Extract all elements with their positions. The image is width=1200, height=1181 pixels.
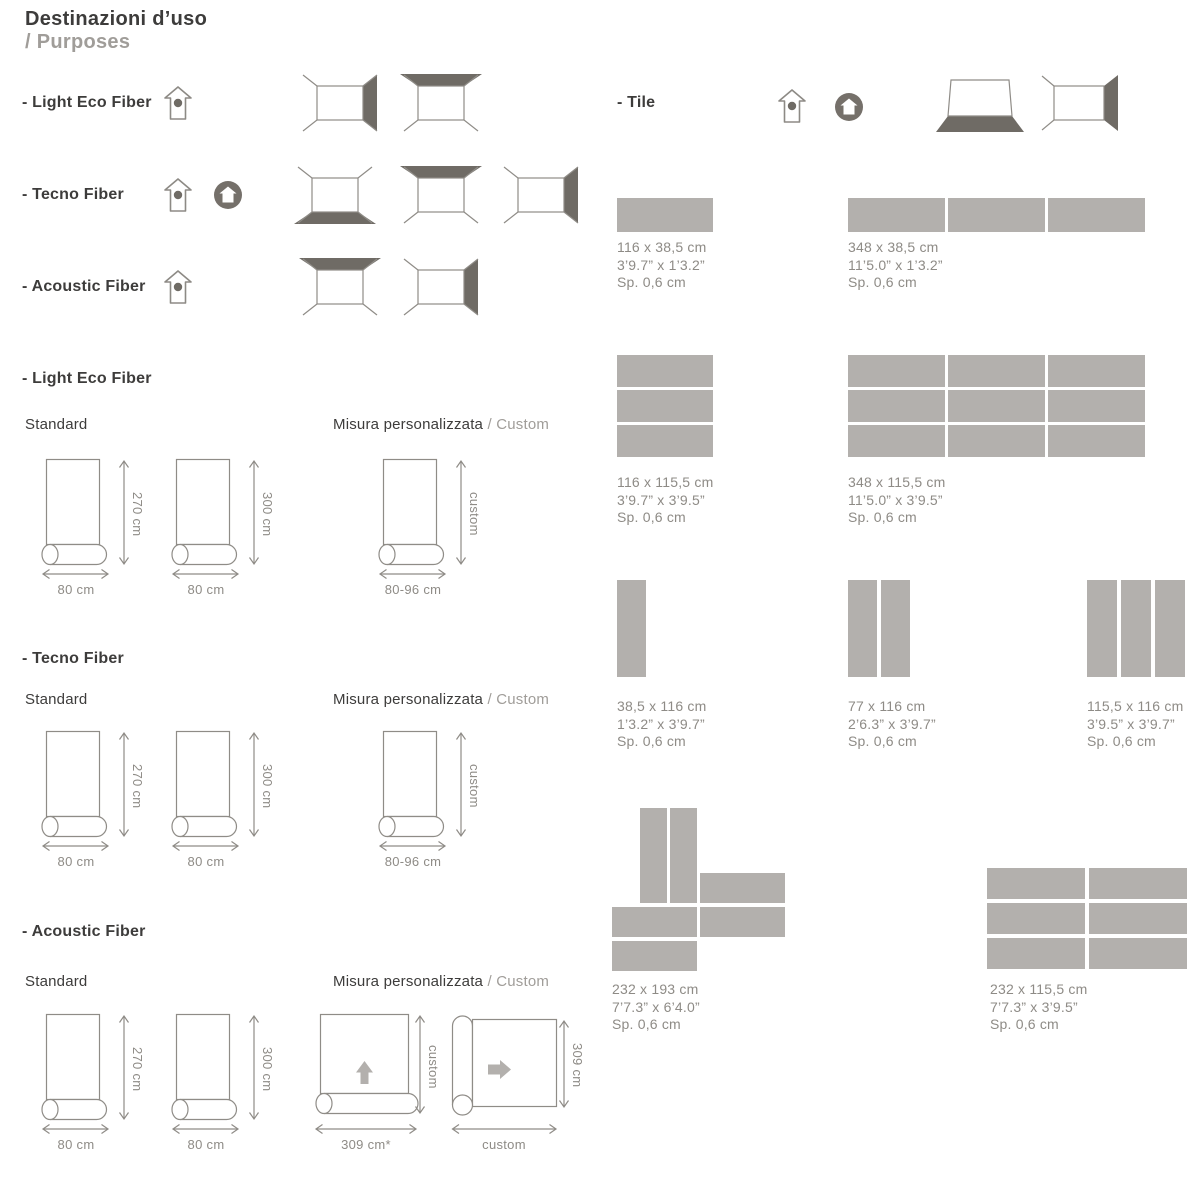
size-cm: 77 x 116 cm — [848, 698, 926, 714]
width-dimension-label: 80-96 cm — [384, 582, 442, 597]
tile-arrangement — [612, 808, 785, 971]
section-heading-acoustic: - Acoustic Fiber — [22, 923, 146, 940]
size-cm: 348 x 38,5 cm — [848, 239, 939, 255]
page-subtitle: / Purposes — [25, 31, 131, 53]
tile — [848, 355, 945, 387]
tile — [1048, 390, 1145, 422]
tile-arrangement — [848, 355, 1145, 457]
tile — [700, 907, 785, 937]
house-icon — [163, 269, 193, 305]
width-dimension-label: 80-96 cm — [384, 854, 442, 869]
roll-diagram-custom-wide — [312, 1013, 472, 1155]
width-dimension-label: 80 cm — [187, 854, 225, 869]
width-dimension-label: 80 cm — [57, 582, 95, 597]
height-dimension-label: custom — [426, 1045, 441, 1089]
house-icon — [163, 177, 193, 213]
roll-diagram — [168, 1013, 328, 1155]
house-icon — [777, 88, 807, 124]
custom-label-it: Misura personalizzata — [333, 691, 484, 708]
height-dimension-label: 309 cm — [570, 1042, 585, 1088]
tile — [1089, 868, 1187, 899]
tile-spec — [990, 981, 1088, 1034]
tile — [617, 198, 713, 232]
size-imperial: 3’9.7” x 3’9.5” — [617, 491, 705, 508]
size-cm: 232 x 193 cm — [612, 981, 699, 997]
tile — [617, 425, 713, 457]
thickness: Sp. 0,6 cm — [848, 274, 917, 290]
room-ceiling-icon — [297, 256, 383, 318]
tile — [1121, 580, 1151, 677]
size-imperial: 7’7.3” x 6’4.0” — [612, 998, 700, 1015]
height-dimension-label: 270 cm — [130, 491, 145, 537]
roll-drawing — [375, 458, 470, 580]
floor-front-icon — [920, 78, 1026, 134]
thickness: Sp. 0,6 cm — [612, 1016, 681, 1032]
tile-spec — [848, 698, 936, 751]
tile — [848, 198, 945, 232]
tile-spec — [617, 698, 707, 751]
tile — [640, 808, 667, 903]
roll-drawing — [312, 1013, 442, 1135]
tile — [987, 938, 1085, 969]
width-dimension-label: custom — [482, 1137, 526, 1152]
tile — [1089, 903, 1187, 934]
size-imperial: 11’5.0” x 3’9.5” — [848, 491, 943, 508]
roll-drawing — [168, 1013, 263, 1135]
tile-arrangement — [1087, 580, 1185, 677]
tile — [1089, 938, 1187, 969]
tile — [948, 390, 1045, 422]
custom-label — [333, 691, 549, 708]
roll-diagram-custom-rotated — [450, 1013, 610, 1155]
thickness: Sp. 0,6 cm — [990, 1016, 1059, 1032]
tile-wall-icon — [1040, 72, 1132, 134]
standard-label: Standard — [25, 973, 88, 990]
roll-diagram-custom — [375, 458, 535, 600]
tile-arrangement — [617, 198, 713, 232]
page-title: Destinazioni d’uso — [25, 8, 208, 30]
tile-spec — [617, 474, 713, 527]
roll-diagram-custom — [375, 730, 535, 872]
tile — [987, 903, 1085, 934]
tile — [848, 580, 877, 677]
tile — [1155, 580, 1185, 677]
room-wall-icon — [398, 256, 484, 318]
thickness: Sp. 0,6 cm — [617, 509, 686, 525]
height-dimension-label: 270 cm — [130, 763, 145, 809]
size-imperial: 7’7.3” x 3’9.5” — [990, 998, 1078, 1015]
thickness: Sp. 0,6 cm — [617, 274, 686, 290]
circle-house-icon — [834, 92, 864, 122]
custom-label-en: / Custom — [487, 973, 550, 990]
tile — [987, 868, 1085, 899]
tile-arrangement — [848, 198, 1145, 232]
size-imperial: 3’9.5” x 3’9.7” — [1087, 715, 1175, 732]
tile — [848, 390, 945, 422]
tile-spec — [848, 474, 946, 527]
tile — [881, 580, 910, 677]
width-dimension-label: 80 cm — [57, 1137, 95, 1152]
tile — [948, 425, 1045, 457]
thickness: Sp. 0,6 cm — [848, 733, 917, 749]
size-cm: 38,5 x 116 cm — [617, 698, 707, 714]
tile — [700, 873, 785, 903]
size-imperial: 1’3.2” x 3’9.7” — [617, 715, 705, 732]
height-dimension-label: 300 cm — [260, 763, 275, 809]
roll-diagram — [168, 458, 328, 600]
size-imperial: 2’6.3” x 3’9.7” — [848, 715, 936, 732]
standard-label: Standard — [25, 691, 88, 708]
room-wall-icon — [498, 164, 584, 226]
height-dimension-label: 300 cm — [260, 1046, 275, 1092]
custom-label-en: / Custom — [487, 691, 550, 708]
tile — [1048, 425, 1145, 457]
purpose-label-tile: - Tile — [617, 94, 656, 111]
roll-drawing — [38, 730, 133, 852]
circle-house-icon — [213, 180, 243, 210]
roll-drawing — [168, 730, 263, 852]
roll-drawing — [450, 1013, 580, 1135]
roll-drawing — [38, 1013, 133, 1135]
tile — [1048, 198, 1145, 232]
house-icon — [163, 85, 193, 121]
tile — [948, 355, 1045, 387]
width-dimension-label: 309 cm* — [341, 1137, 391, 1152]
section-heading-tecno: - Tecno Fiber — [22, 650, 124, 667]
tile-spec — [617, 239, 707, 292]
roll-drawing — [38, 458, 133, 580]
tile — [848, 425, 945, 457]
tile-spec — [1087, 698, 1183, 751]
height-dimension-label: 300 cm — [260, 491, 275, 537]
tile — [1048, 355, 1145, 387]
purpose-label-light-eco: - Light Eco Fiber — [22, 94, 152, 111]
width-dimension-label: 80 cm — [57, 854, 95, 869]
thickness: Sp. 0,6 cm — [848, 509, 917, 525]
roll-diagram — [168, 730, 328, 872]
tile-arrangement — [617, 355, 713, 457]
purpose-label-acoustic: - Acoustic Fiber — [22, 278, 146, 295]
custom-label — [333, 973, 549, 990]
width-dimension-label: 80 cm — [187, 1137, 225, 1152]
room-floor-icon — [292, 164, 378, 226]
tile-spec — [612, 981, 700, 1034]
thickness: Sp. 0,6 cm — [1087, 733, 1156, 749]
room-wall-icon — [297, 72, 383, 134]
size-cm: 116 x 115,5 cm — [617, 474, 714, 490]
room-ceiling-icon — [398, 164, 484, 226]
custom-label-it: Misura personalizzata — [333, 416, 484, 433]
custom-label-en: / Custom — [487, 416, 550, 433]
room-ceiling-icon — [398, 72, 484, 134]
purpose-label-tecno: - Tecno Fiber — [22, 186, 124, 203]
size-imperial: 3’9.7” x 1’3.2” — [617, 256, 705, 273]
size-cm: 115,5 x 116 cm — [1087, 698, 1184, 714]
tile-spec — [848, 239, 943, 292]
tile — [612, 907, 697, 937]
tile — [612, 941, 697, 971]
tile-arrangement — [987, 868, 1187, 969]
size-cm: 232 x 115,5 cm — [990, 981, 1088, 997]
tile — [1087, 580, 1117, 677]
height-dimension-label: custom — [467, 764, 482, 808]
standard-label: Standard — [25, 416, 88, 433]
size-cm: 348 x 115,5 cm — [848, 474, 946, 490]
custom-label-it: Misura personalizzata — [333, 973, 484, 990]
tile — [617, 580, 646, 677]
tile-arrangement — [617, 580, 646, 677]
size-cm: 116 x 38,5 cm — [617, 239, 707, 255]
tile — [670, 808, 697, 903]
roll-drawing — [168, 458, 263, 580]
tile-arrangement — [848, 580, 910, 677]
section-heading-light-eco: - Light Eco Fiber — [22, 370, 152, 387]
roll-drawing — [375, 730, 470, 852]
tile — [617, 355, 713, 387]
tile — [948, 198, 1045, 232]
size-imperial: 11’5.0” x 1’3.2” — [848, 256, 943, 273]
height-dimension-label: custom — [467, 492, 482, 536]
tile — [617, 390, 713, 422]
thickness: Sp. 0,6 cm — [617, 733, 686, 749]
width-dimension-label: 80 cm — [187, 582, 225, 597]
custom-label — [333, 416, 549, 433]
height-dimension-label: 270 cm — [130, 1046, 145, 1092]
